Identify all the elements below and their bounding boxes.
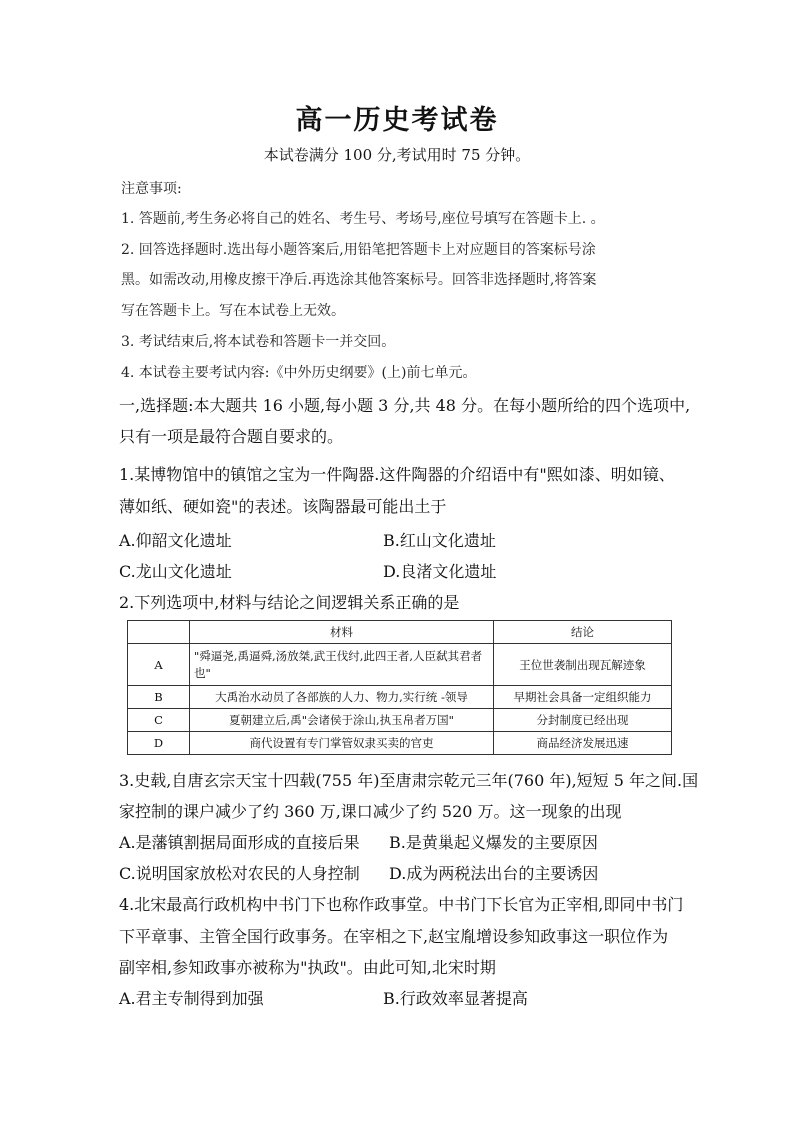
question-4-stem: 副宰相,参知政事亦被称为"执政"。由此可知,北宋时期 xyxy=(119,958,496,977)
table-header-cell xyxy=(128,621,190,644)
table-row xyxy=(128,644,672,686)
row-conclusion: 分封制度已经出现 xyxy=(494,709,672,732)
question-3-option-a[interactable]: A.是藩镇割据局面形成的直接后果 xyxy=(119,833,360,852)
question-1-option-d[interactable]: D.良渚文化遗址 xyxy=(383,562,497,581)
section-instruction: 只有一项是最符合题自要求的。 xyxy=(119,427,344,446)
question-1-option-b[interactable]: B.红山文化遗址 xyxy=(383,531,496,550)
notice-line: 1. 答题前,考生务必将自己的姓名、考生号、考场号,座位号填写在答题卡上. 。 xyxy=(121,211,605,227)
row-conclusion: 王位世袭制出现瓦解迹象 xyxy=(494,644,672,686)
row-material: 夏朝建立后,禹"会诸侯于涂山,执玉帛者万国" xyxy=(190,709,494,732)
table-row xyxy=(128,686,672,709)
notice-line: 4. 本试卷主要考试内容:《中外历史纲要》(上)前七单元。 xyxy=(121,365,477,381)
question-1-option-a[interactable]: A.仰韶文化遗址 xyxy=(119,531,232,550)
section-instruction: 一,选择题:本大题共 16 小题,每小题 3 分,共 48 分。在每小题所给的四个选项中, xyxy=(119,396,691,415)
page-title: 高一历史考试卷 xyxy=(295,105,499,136)
notice-line: 2. 回答选择题时.选出每小题答案后,用铅笔把答题卡上对应题目的答案标号涂 xyxy=(121,242,596,258)
table-row xyxy=(128,732,672,755)
question-3-option-c[interactable]: C.说明国家放松对农民的人身控制 xyxy=(119,864,360,883)
question-3-stem: 家控制的课户减少了约 360 万,课口减少了约 520 万。这一现象的出现 xyxy=(119,802,622,821)
question-1-stem: 薄如纸、硬如瓷"的表述。该陶器最可能出土于 xyxy=(119,497,447,516)
page-subtitle: 本试卷满分 100 分,考试用时 75 分钟。 xyxy=(263,146,531,164)
notice-heading: 注意事项: xyxy=(121,181,182,197)
question-2-table xyxy=(127,620,672,755)
notice-line: 写在答题卡上。写在本试卷上无效。 xyxy=(121,303,345,319)
row-label: D xyxy=(128,732,190,755)
table-header-row xyxy=(128,621,672,644)
question-3-option-b[interactable]: B.是黄巢起义爆发的主要原因 xyxy=(389,833,598,852)
row-label: B xyxy=(128,686,190,709)
table-header-cell: 结论 xyxy=(494,621,672,644)
question-3-option-d[interactable]: D.成为两税法出台的主要诱因 xyxy=(389,864,599,883)
question-2-stem: 2.下列选项中,材料与结论之间逻辑关系正确的是 xyxy=(119,593,460,612)
row-material: 商代设置有专门掌管奴隶买卖的官吏 xyxy=(190,732,494,755)
question-4-option-a[interactable]: A.君主专制得到加强 xyxy=(119,989,264,1008)
row-label: A xyxy=(128,644,190,686)
row-material: "舜逼尧,禹逼舜,汤放桀,武王伐纣,此四王者,人臣弑其君者也" xyxy=(190,644,494,686)
row-conclusion: 商品经济发展迅速 xyxy=(494,732,672,755)
table-row xyxy=(128,709,672,732)
question-4-stem: 下平章事、主管全国行政事务。在宰相之下,赵宝胤增设参知政事这一职位作为 xyxy=(119,927,669,946)
question-3-stem: 3.史载,自唐玄宗天宝十四载(755 年)至唐肃宗乾元三年(760 年),短短 5 年之间.国 xyxy=(119,771,699,790)
row-material: 大禹治水动员了各部族的人力、物力,实行统 -领导 xyxy=(190,686,494,709)
table-header-cell: 材料 xyxy=(190,621,494,644)
question-1-option-c[interactable]: C.龙山文化遗址 xyxy=(119,562,232,581)
question-4-option-b[interactable]: B.行政效率显著提高 xyxy=(383,989,528,1008)
row-conclusion: 早期社会具备一定组织能力 xyxy=(494,686,672,709)
row-label: C xyxy=(128,709,190,732)
notice-line: 3. 考试结束后,将本试卷和答题卡一并交回。 xyxy=(121,334,396,350)
notice-line: 黑。如需改动,用橡皮擦干净后.再选涂其他答案标号。回答非选择题时,将答案 xyxy=(121,272,597,288)
question-1-stem: 1.某博物馆中的镇馆之宝为一件陶器.这件陶器的介绍语中有"熙如漆、明如镜、 xyxy=(119,465,675,484)
question-4-stem: 4.北宋最高行政机构中书门下也称作政事堂。中书门下长官为正宰相,即同中书门 xyxy=(119,895,684,914)
